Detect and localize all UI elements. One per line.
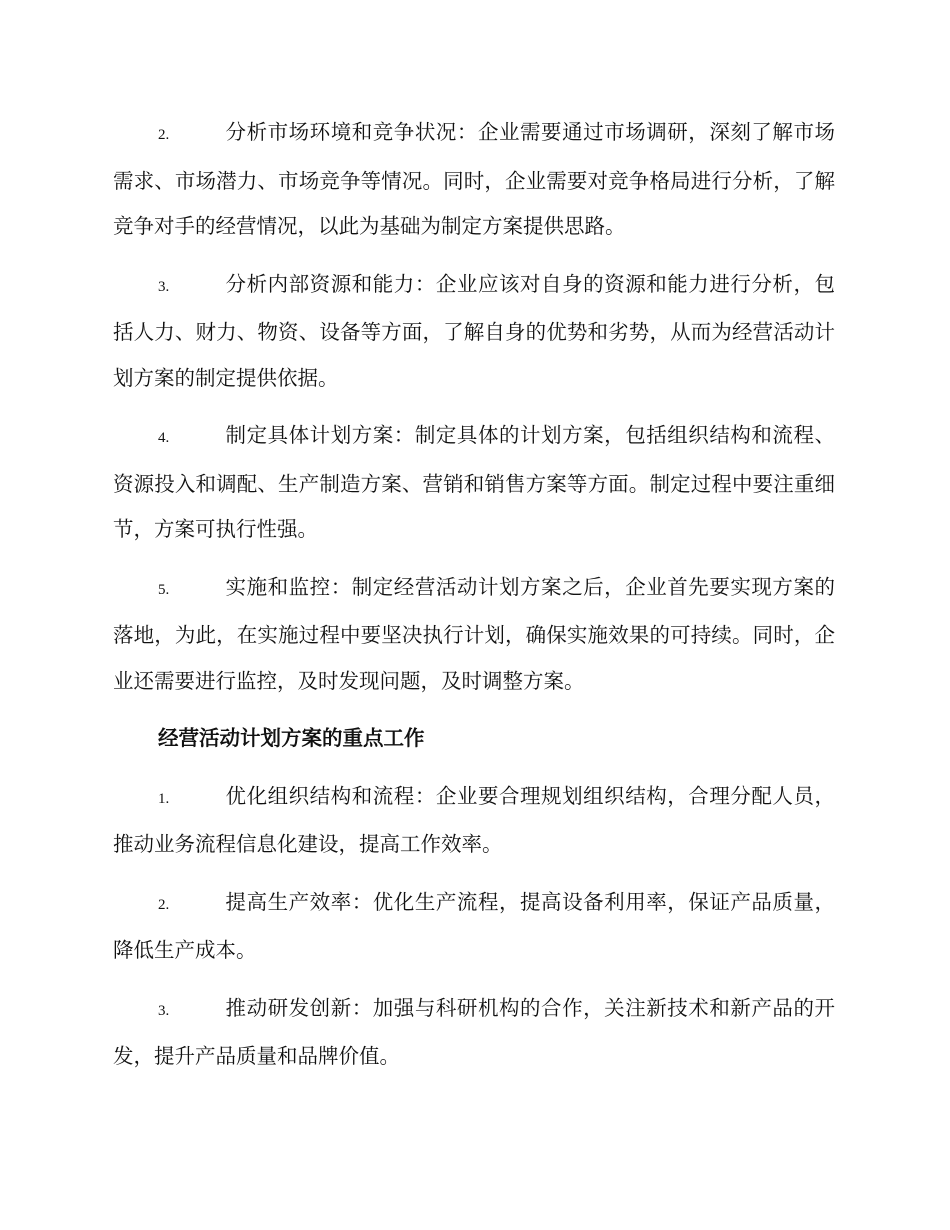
list-item-step-3 [113,262,835,402]
item-number: 3. [158,278,170,295]
item-number: 5. [158,581,170,598]
item-text: 制定具体计划方案：制定具体的计划方案，包括组织结构和流程、资源投入和调配、生产制造方案、营销和销售方案等方面。制定过程中要注重细节，方案可执行性强。 [113,423,835,541]
item-text: 提高生产效率：优化生产流程，提高设备利用率，保证产品质量，降低生产成本。 [113,889,835,962]
list-item-step-5 [113,565,835,705]
list-item-focus-1 [113,774,835,868]
item-text: 推动研发创新：加强与科研机构的合作，关注新技术和新产品的开发，提升产品质量和品牌价值。 [113,995,835,1068]
item-text: 分析市场环境和竞争状况：企业需要通过市场调研，深刻了解市场需求、市场潜力、市场竞争等情况。同时，企业需要对竞争格局进行分析，了解竞争对手的经营情况，以此为基础为制定方案提供思路。 [113,120,835,238]
item-number: 4. [158,430,170,446]
item-number: 3. [158,1002,170,1019]
section-heading: 经营活动计划方案的重点工作 [158,726,425,750]
list-item-step-4 [113,413,835,553]
item-text: 优化组织结构和流程：企业要合理规划组织结构，合理分配人员，推动业务流程信息化建设，提高工作效率。 [113,783,835,856]
item-number: 2. [158,896,170,913]
document-page [113,110,835,1092]
item-text: 分析内部资源和能力：企业应该对自身的资源和能力进行分析，包括人力、财力、物资、设备等方面，了解自身的优势和劣势，从而为经营活动计划方案的制定提供依据。 [113,271,835,390]
list-item-step-2 [113,110,835,250]
item-number: 2. [158,127,170,143]
item-text: 实施和监控：制定经营活动计划方案之后，企业首先要实现方案的落地，为此，在实施过程中要坚决执行计划，确保实施效果的可持续。同时，企业还需要进行监控，及时发现问题，及时调整方案。 [113,574,835,693]
item-number: 1. [158,790,170,807]
list-item-focus-2 [113,880,835,974]
list-item-focus-3 [113,986,835,1080]
